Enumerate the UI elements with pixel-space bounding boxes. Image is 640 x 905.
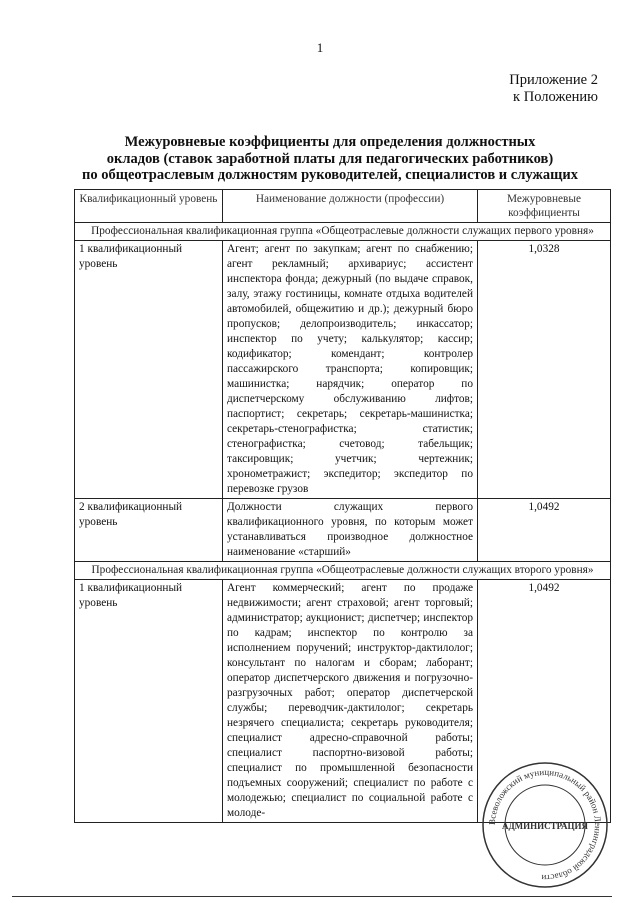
page-number: 1 bbox=[316, 40, 324, 55]
table-row bbox=[75, 241, 611, 499]
group-row bbox=[75, 223, 611, 241]
coefficient-cell: 1,0492 bbox=[478, 499, 611, 562]
document-title bbox=[60, 134, 600, 184]
positions-cell: Агент коммерческий; агент по продаже недвижимости; агент страховой; агент торговый; администратор; аукционист; диспетчер; инспектор по кадрам; инспектор по контролю за исполнением поручений; инструктор-дактилолог; консультант по налогам и сборам; лаборант; оператор диспетчерского движения и погрузочно-разгрузочных работ; оператор диспетчерской службы; переводчик-дактилолог; секретарь незрячего специалиста; секретарь руководителя; специалист адресно-справочной работы; специалист паспортно-визовой работы; специалист по промышленной безопасности подъемных сооружений; специалист по работе с молодежью; специалист по социальной работе с молоде- bbox=[223, 580, 478, 823]
title-line-3: по общеотраслевым должностям руководителей, специалистов и служащих bbox=[82, 167, 578, 183]
group-title-1: Профессиональная квалификационная группа «Общеотраслевые должности служащих первого уровня» bbox=[75, 223, 611, 241]
level-cell: 2 квалификационный уровень bbox=[75, 499, 223, 562]
coefficient-cell: 1,0492 bbox=[478, 580, 611, 823]
stamp-ring-text: Всеволожский муниципальный район Ленинградской области bbox=[486, 766, 604, 884]
title-line-1: Межуровневые коэффициенты для определения должностных bbox=[124, 134, 536, 150]
official-stamp bbox=[480, 760, 610, 890]
group-title-2: Профессиональная квалификационная группа «Общеотраслевые должности служащих второго уровня» bbox=[75, 562, 611, 580]
table-header-row bbox=[75, 190, 611, 223]
coefficient-cell: 1,0328 bbox=[478, 241, 611, 499]
appendix-note bbox=[509, 72, 598, 106]
appendix-line-1: Приложение 2 bbox=[509, 72, 598, 88]
header-level: Квалификационный уровень bbox=[75, 190, 223, 223]
level-cell: 1 квалификационный уровень bbox=[75, 241, 223, 499]
positions-cell: Агент; агент по закупкам; агент по снабжению; агент рекламный; архивариус; ассистент инспектора фонда; дежурный (по выдаче справок, залу, этажу гостиницы, комнате отдыха водителей автомобилей, общежитию и др.); дежурный бюро пропусков; делопроизводитель; инкассатор; инспектор по учету; калькулятор; кассир; кодификатор; комендант; контролер пассажирского транспорта; копировщик; машинистка; нарядчик; оператор по диспетчерскому обслуживанию лифтов; паспортист; секретарь; секретарь-машинистка; секретарь-стенографистка; статистик; стенографистка; счетовод; табельщик; таксировщик; учетчик; чертежник; хронометражист; экспедитор; экспедитор по перевозке грузов bbox=[223, 241, 478, 499]
header-coefficient: Межуровневые коэффициенты bbox=[478, 190, 611, 223]
bottom-rule bbox=[12, 896, 612, 897]
coefficients-table bbox=[74, 189, 611, 823]
group-row bbox=[75, 562, 611, 580]
title-line-2: окладов (ставок заработной платы для педагогических работников) bbox=[106, 150, 554, 167]
appendix-line-2: к Положению bbox=[513, 89, 598, 105]
table-row bbox=[75, 499, 611, 562]
header-position: Наименование должности (профессии) bbox=[223, 190, 478, 223]
stamp-center-text: АДМИНИСТРАЦИЯ bbox=[501, 821, 589, 831]
positions-cell: Должности служащих первого квалификационного уровня, по которым может устанавливаться производное должностное наименование «старший» bbox=[223, 499, 478, 562]
level-cell: 1 квалификационный уровень bbox=[75, 580, 223, 823]
